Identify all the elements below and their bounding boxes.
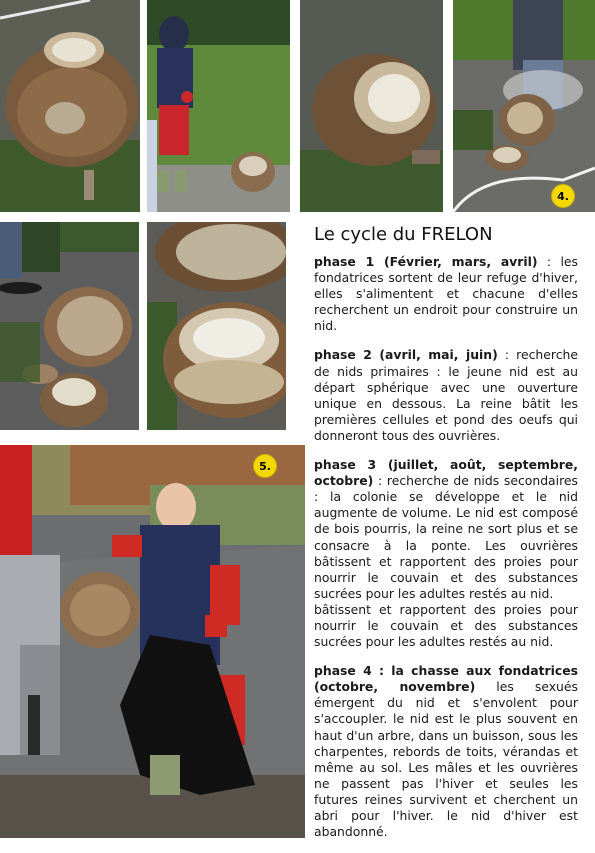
phase-1-heading: phase 1 (Février, mars, avril)	[314, 254, 538, 269]
photo-nest-bagging	[0, 445, 305, 838]
photo-nest-spraying	[453, 0, 595, 212]
phase-4-paragraph	[314, 663, 578, 840]
phase-3-paragraph	[314, 457, 578, 602]
phase-2-text: : recherche de nids primaires : le jeune nid est au départ sphérique avec une ouverture unique en dessous. La reine bâtit les premières cellules et pond des oeufs qui donneront tous des ouvrières.	[314, 347, 578, 443]
phase-2-paragraph	[314, 347, 578, 444]
photo-nest-pieces	[0, 222, 139, 430]
photo-exterminator-suit	[147, 0, 290, 212]
photo-nest-dismantled	[0, 0, 140, 212]
phase-4-heading: phase 4 : la chasse aux fondatrices (octobre, novembre)	[314, 663, 578, 695]
phase-1-paragraph	[314, 254, 578, 334]
article	[314, 224, 578, 853]
phase-3-text: : recherche de nids secondaires : la colonie se développe et le nid augmente de volume. Le nid est composé de bois pourris, la reine ne sort plus et se consacre à la ponte. Les ouvrières bâtissent et rapportent des proies pour nourrir le couvain et des substances sucrées pour les adultes restés au nid.	[314, 473, 578, 601]
phase-3-extra: bâtissent et rapportent des proies pour nourrir le couvain et des substances sucrées pour les adultes restés au nid.	[314, 601, 578, 650]
phase-4-text: les sexués émergent du nid et s'envolent pour s'accoupler. le nid est le plus souvent en haut d'un arbre, dans un buisson, sous les charpentes, rebords de toits, vérandas et même au sol. Les mâles et les ouvrières ne passent pas l'hiver et seules les futures reines survivent et cherchent un abri pour l'hiver. le nid d'hiver est abandonné.	[314, 679, 578, 840]
phase-2-heading: phase 2 (avril, mai, juin)	[314, 347, 498, 363]
photo-comb-closeup	[147, 222, 286, 430]
photo-nest-closeup	[300, 0, 443, 212]
photo-5-badge: 5.	[253, 454, 277, 478]
article-title: Le cycle du FRELON	[314, 224, 493, 245]
phase-3-heading: phase 3 (juillet, août, septembre, octobre)	[314, 457, 578, 489]
phase-1-text: : les fondatrices sortent de leur refuge d'hiver, elles s'alimentent et chacune d'elles recherchent un endroit pour construire un nid.	[314, 254, 578, 334]
photo-4-badge: 4.	[551, 184, 575, 208]
